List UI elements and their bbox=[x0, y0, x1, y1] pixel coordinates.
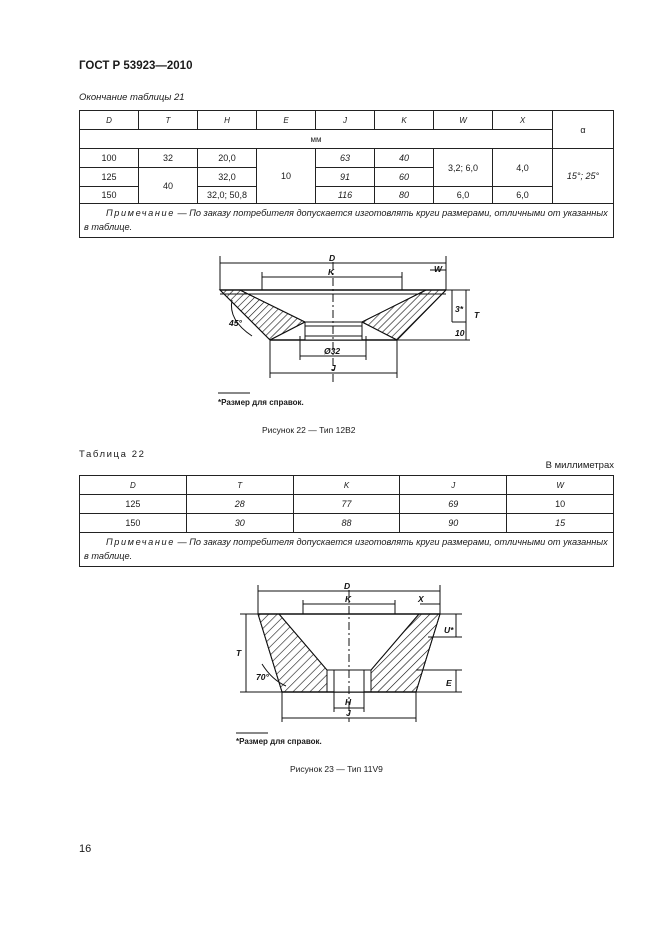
cell: 90 bbox=[400, 514, 507, 533]
label-10: 10 bbox=[455, 328, 465, 338]
col-header: K bbox=[293, 476, 400, 495]
col-header: J bbox=[400, 476, 507, 495]
cell-merged: 40 bbox=[139, 168, 198, 204]
label-X: X bbox=[418, 594, 424, 604]
cell: 20,0 bbox=[198, 149, 257, 168]
label-3: 3* bbox=[455, 304, 464, 314]
label-J: J bbox=[346, 708, 351, 718]
col-header: E bbox=[257, 111, 316, 130]
document-header: ГОСТ Р 53923—2010 bbox=[79, 60, 193, 72]
label-angle: 45° bbox=[229, 318, 242, 328]
cell: 40 bbox=[375, 149, 434, 168]
col-header: K bbox=[375, 111, 434, 130]
cell-merged: 10 bbox=[257, 149, 316, 204]
label-U: U* bbox=[444, 625, 454, 635]
cell: 10 bbox=[507, 495, 614, 514]
cell-merged: 15°; 25° bbox=[553, 149, 614, 204]
col-header: X bbox=[493, 111, 553, 130]
table22-unit: В миллиметрах bbox=[545, 460, 614, 471]
cell: 32 bbox=[139, 149, 198, 168]
cell: 69 bbox=[400, 495, 507, 514]
table-21 bbox=[79, 110, 614, 238]
figure-23-drawing bbox=[230, 578, 470, 748]
note-text: — По заказу потребителя допускается изготовлять круги размерами, отличными от указанных в таблице. bbox=[84, 537, 608, 561]
cell: 150 bbox=[80, 187, 139, 204]
cell: 125 bbox=[80, 168, 139, 187]
cell: 6,0 bbox=[493, 187, 553, 204]
cell: 125 bbox=[80, 495, 187, 514]
page-number: 16 bbox=[79, 843, 92, 855]
col-header: W bbox=[434, 111, 493, 130]
label-D: D bbox=[329, 253, 336, 263]
col-header: T bbox=[139, 111, 198, 130]
cell: 91 bbox=[316, 168, 375, 187]
cell-merged: 4,0 bbox=[493, 149, 553, 187]
label-K: K bbox=[328, 267, 335, 277]
label-K: K bbox=[345, 594, 352, 604]
label-bore: Ø32 bbox=[324, 346, 341, 356]
col-header-alpha: α bbox=[553, 111, 614, 149]
cell: 28 bbox=[186, 495, 293, 514]
note-text: — По заказу потребителя допускается изготовлять круги размерами, отличными от указанных в таблице. bbox=[84, 208, 608, 232]
cell: 63 bbox=[316, 149, 375, 168]
cell: 60 bbox=[375, 168, 434, 187]
cell: 116 bbox=[316, 187, 375, 204]
cell: 150 bbox=[80, 514, 187, 533]
label-T: T bbox=[474, 310, 480, 320]
label-W: W bbox=[434, 264, 443, 274]
cell-merged: 3,2; 6,0 bbox=[434, 149, 493, 187]
table-note bbox=[80, 533, 614, 567]
col-header: J bbox=[316, 111, 375, 130]
cell: 30 bbox=[186, 514, 293, 533]
unit-row: мм bbox=[80, 130, 553, 149]
col-header: T bbox=[186, 476, 293, 495]
table-note bbox=[80, 204, 614, 238]
figure22-caption: Рисунок 22 — Тип 12В2 bbox=[262, 425, 356, 435]
figure22-footnote: *Размер для справок. bbox=[218, 398, 304, 407]
figure-22-drawing bbox=[210, 248, 480, 416]
cell: 77 bbox=[293, 495, 400, 514]
cell: 88 bbox=[293, 514, 400, 533]
col-header: D bbox=[80, 476, 187, 495]
cell: 6,0 bbox=[434, 187, 493, 204]
label-D: D bbox=[344, 581, 351, 591]
cell: 32,0; 50,8 bbox=[198, 187, 257, 204]
figure23-footnote: *Размер для справок. bbox=[236, 737, 322, 746]
col-header: W bbox=[507, 476, 614, 495]
col-header: H bbox=[198, 111, 257, 130]
figure23-caption: Рисунок 23 — Тип 11V9 bbox=[290, 764, 383, 774]
cell: 100 bbox=[80, 149, 139, 168]
cell: 32,0 bbox=[198, 168, 257, 187]
label-T: T bbox=[236, 648, 242, 658]
label-H: H bbox=[345, 697, 352, 707]
cell: 80 bbox=[375, 187, 434, 204]
label-angle: 70° bbox=[256, 672, 269, 682]
cell: 15 bbox=[507, 514, 614, 533]
table-22 bbox=[79, 475, 614, 567]
col-header: D bbox=[80, 111, 139, 130]
label-J: J bbox=[331, 363, 336, 373]
table22-caption: Таблица 22 bbox=[79, 449, 146, 460]
note-label: Примечание bbox=[106, 537, 175, 547]
label-E: E bbox=[446, 678, 452, 688]
note-label: Примечание bbox=[106, 208, 175, 218]
table21-caption: Окончание таблицы 21 bbox=[79, 92, 185, 103]
